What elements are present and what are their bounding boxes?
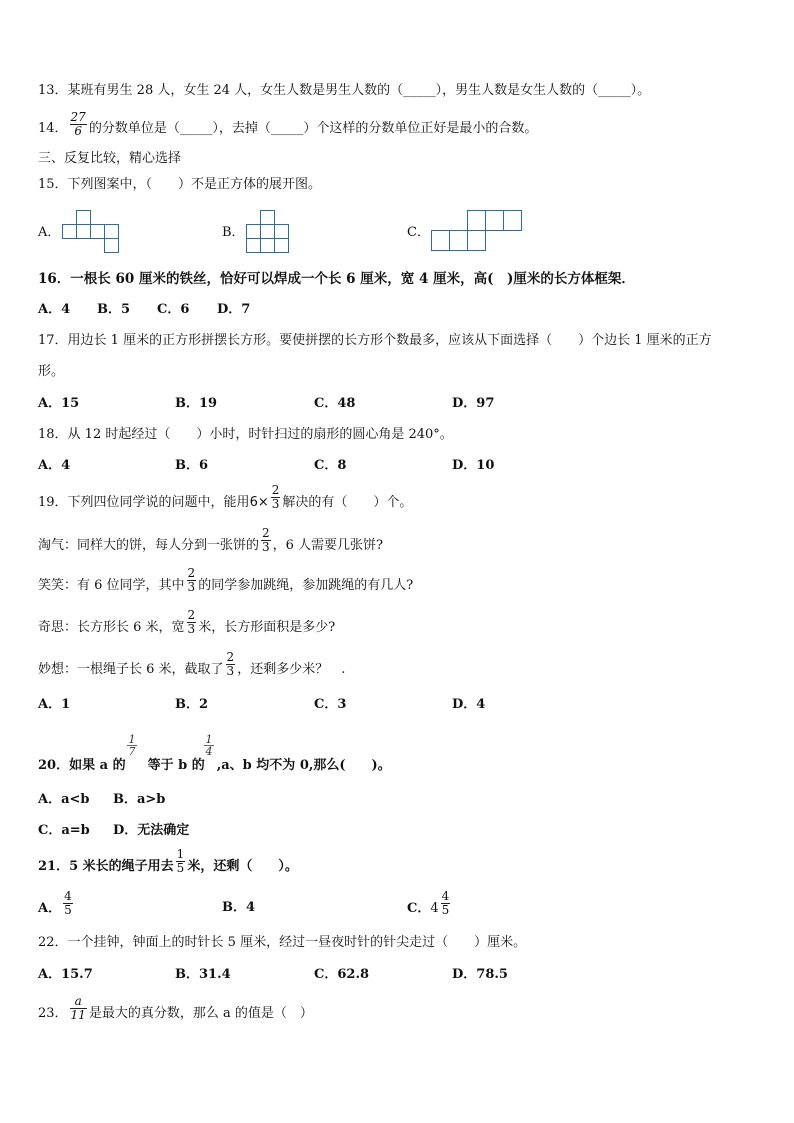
question-number: 14． [38, 121, 68, 136]
cube-net-c [431, 210, 523, 254]
option-b[interactable]: B．31.4 [175, 967, 231, 982]
option-a[interactable]: A．15 [38, 396, 80, 411]
option-b[interactable]: B． [222, 225, 245, 240]
question-15 [38, 177, 321, 193]
option-a[interactable]: A．4 [38, 302, 71, 317]
question-number: 19． [38, 495, 68, 510]
question-17 [38, 333, 712, 349]
option-a[interactable]: A．a<b [38, 792, 90, 807]
question-number: 21． [38, 859, 70, 874]
option-d[interactable]: D．4 [452, 697, 486, 712]
question-17-continued: 形。 [38, 364, 65, 379]
option-a[interactable]: A．15.7 [38, 967, 93, 982]
question-number: 15． [38, 177, 68, 192]
section-heading: 三、反复比较，精心选择 [38, 151, 182, 166]
option-d[interactable]: D．10 [452, 458, 495, 473]
question-18 [38, 427, 453, 443]
option-c[interactable]: C．4 $\frac{4}{5}$ [407, 889, 450, 917]
fraction: $\frac{2}{3}$ [187, 608, 196, 636]
question-text: 是最大的真分数，那么 a 的值是（ ） [88, 1006, 313, 1021]
option-b[interactable]: B．4 [222, 900, 256, 915]
option-c[interactable]: C．48 [314, 396, 356, 411]
question-19 [38, 483, 413, 511]
statement-taoqi: 淘气：同样大的饼，每人分到一张饼的 $\frac{2}{3}$ ，6 人需要几张饼? [38, 526, 384, 554]
option-d[interactable]: D．7 [217, 302, 251, 317]
question-text-after: 解决的有（ ）个。 [282, 495, 413, 510]
option-b[interactable]: B．2 [175, 697, 209, 712]
question-number: 23． [38, 1006, 68, 1021]
expression-left: 6 [249, 495, 258, 510]
fraction: $\frac{4}{5}$ [441, 889, 450, 917]
question-number: 16． [38, 271, 71, 287]
question-text: 一个挂钟，钟面上的时针长 5 厘米，经过一昼夜时针的针尖走过（ ）厘米。 [67, 935, 527, 950]
fraction: $\frac{4}{5}$ [64, 889, 72, 917]
question-13 [38, 83, 650, 99]
option-d[interactable]: D．78.5 [452, 967, 508, 982]
question-number: 18． [38, 427, 68, 442]
question-22 [38, 935, 526, 951]
fraction-one-fourth: 1 4 [205, 733, 213, 758]
fraction: $\frac{a}{11}$ [70, 994, 86, 1022]
question-text: 下列四位同学说的问题中，能用 [67, 495, 250, 510]
option-c[interactable]: C．6 [157, 302, 190, 317]
fraction: $\frac{27}{6}$ [70, 110, 86, 138]
question-number: 22． [38, 935, 68, 950]
question-23 [38, 994, 313, 1022]
option-b[interactable]: B．a>b [113, 792, 166, 807]
option-c[interactable]: C．8 [314, 458, 347, 473]
option-d[interactable]: D．97 [452, 396, 495, 411]
question-text: 用边长 1 厘米的正方形拼摆长方形。要使拼摆的长方形个数最多，应该从下面选择（ ）个边长 1 厘米的正方 [67, 333, 712, 348]
fraction: $\frac{2}{3}$ [226, 650, 235, 678]
option-b[interactable]: B．5 [97, 302, 131, 317]
option-b[interactable]: B．6 [175, 458, 209, 473]
statement-miaoxiang: 妙想：一根绳子长 6 米，截取了 $\frac{2}{3}$ ，还剩多少米？ . [38, 650, 346, 678]
fraction: $\frac{2}{3}$ [262, 526, 270, 554]
question-16 [38, 271, 635, 287]
question-number: 17． [38, 333, 68, 348]
cube-net-a [62, 210, 122, 254]
question-text: 从 12 时起经过（ ）小时，时针扫过的扇形的圆心角是 240°。 [67, 427, 453, 442]
option-d[interactable]: D．无法确定 [113, 823, 190, 838]
question-text: 的分数单位是（_____），去掉（_____）个这样的分数单位正好是最小的合数。 [88, 121, 538, 136]
question-14 [38, 110, 538, 138]
cube-net-b [246, 210, 292, 254]
statement-qisi: 奇思：长方形长 6 米，宽 $\frac{2}{3}$ 米，长方形面积是多少? [38, 608, 336, 636]
option-c[interactable]: C．62.8 [314, 967, 370, 982]
fraction: $\frac{2}{3}$ [271, 483, 280, 511]
statement-xiaoxiao: 笑笑：有 6 位同学，其中 $\frac{2}{3}$ 的同学参加跳绳，参加跳绳的有几人? [38, 566, 414, 594]
question-number: 20． [38, 758, 70, 773]
question-text: 某班有男生 28 人，女生 24 人，女生人数是男生人数的（_____），男生人数是女生人数的（_____）。 [67, 83, 651, 98]
question-text: 一根长 60 厘米的铁丝，恰好可以焊成一个长 6 厘米，宽 4 厘米，高( )厘米的长方体框架． [70, 271, 635, 287]
fraction: $\frac{2}{3}$ [187, 566, 196, 594]
option-a[interactable]: A． $\frac{4}{5}$ [38, 889, 72, 917]
question-text: 下列图案中，（ ）不是正方体的展开图。 [67, 177, 322, 192]
fraction-one-seventh: 1 7 [128, 733, 136, 758]
option-c[interactable]: C．3 [314, 697, 347, 712]
question-20: 20．如果 a 的 等于 b 的 ,a、b 均不为 0,那么( )。 [38, 758, 391, 773]
option-a[interactable]: A．1 [38, 697, 71, 712]
option-c[interactable]: C．a=b [38, 823, 90, 838]
option-c[interactable]: C． [407, 225, 430, 240]
option-a[interactable]: A．4 [38, 458, 71, 473]
question-21: 21．5 米长的绳子用去 $\frac{1}{5}$ 米，还剩（ ）。 [38, 847, 298, 875]
question-number: 13． [38, 83, 68, 98]
option-b[interactable]: B．19 [175, 396, 218, 411]
option-a[interactable]: A． [38, 225, 61, 240]
multiply-sign: × [257, 495, 269, 510]
fraction: $\frac{1}{5}$ [176, 847, 185, 875]
